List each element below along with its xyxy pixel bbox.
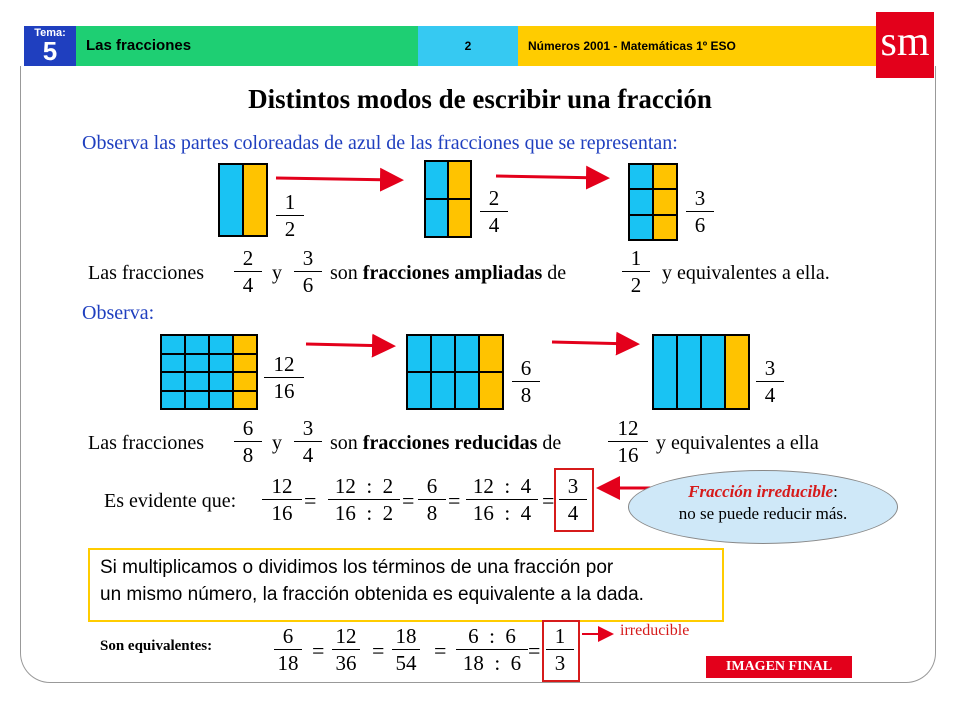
sentence1-start: Las fracciones bbox=[88, 262, 205, 284]
evident-label: Es evidente que: bbox=[104, 490, 237, 512]
irreducible-note-title: Fracción irreducible bbox=[688, 482, 834, 501]
book-title: Números 2001 - Matemáticas 1º ESO bbox=[518, 26, 876, 66]
fraction-model-12-16 bbox=[160, 334, 258, 410]
irreducible-label: irreducible bbox=[620, 622, 690, 639]
equals-sign: = bbox=[304, 488, 317, 513]
equals-sign: = bbox=[434, 638, 447, 663]
sentence2-fraction-c: $\frac{12}{16}$ bbox=[608, 416, 648, 467]
arrow-icon bbox=[496, 176, 604, 178]
fraction-model-6-8 bbox=[406, 334, 504, 410]
equals-sign: = bbox=[372, 638, 385, 663]
page-title: Distintos modos de escribir una fracción bbox=[248, 84, 712, 114]
fraction-model-3-4 bbox=[652, 334, 750, 410]
equivalents-fraction-2: $\frac{12}{36}$ bbox=[332, 624, 360, 675]
intro-text: Observa las partes coloreadas de azul de las fracciones que se representan: bbox=[82, 132, 678, 154]
observa-label: Observa: bbox=[82, 302, 155, 324]
equivalents-fraction-3: $\frac{18}{54}$ bbox=[392, 624, 420, 675]
arrow-icon bbox=[306, 344, 390, 346]
sentence2-end: y equivalentes a ella bbox=[656, 432, 819, 454]
equivalents-fraction-5: $\frac{1}{3}$ bbox=[546, 624, 574, 675]
evident-fraction-2: $\frac{12 : 2}{16 : 2}$ bbox=[328, 474, 400, 525]
sentence2-fraction-b: $\frac{3}{4}$ bbox=[294, 416, 322, 467]
fraction-model-1-2 bbox=[218, 163, 268, 237]
sentence1-end: y equivalentes a ella. bbox=[662, 262, 830, 284]
sentence1-y: y bbox=[272, 262, 282, 284]
evident-fraction-5: $\frac{3}{4}$ bbox=[559, 474, 587, 525]
fraction-model-3-6 bbox=[628, 163, 678, 241]
sentence2-middle: son fracciones reducidas de bbox=[330, 432, 562, 454]
tema-label: Tema: bbox=[34, 27, 66, 39]
arrow-icon bbox=[552, 342, 634, 344]
fraction-12-16: $\frac{12}{16}$ bbox=[264, 352, 304, 403]
fraction-2-4: $\frac{2}{4}$ bbox=[480, 186, 508, 237]
page-number: 2 bbox=[418, 26, 518, 66]
equivalents-fraction-1: $\frac{6}{18}$ bbox=[274, 624, 302, 675]
section-title: Las fracciones bbox=[76, 26, 418, 66]
equals-sign: = bbox=[402, 488, 415, 513]
sentence2-start: Las fracciones bbox=[88, 432, 205, 454]
fraction-6-8: $\frac{6}{8}$ bbox=[512, 356, 540, 407]
sm-logo: sm bbox=[876, 12, 934, 78]
fraction-3-6: $\frac{3}{6}$ bbox=[686, 186, 714, 237]
sentence1-fraction-c: $\frac{1}{2}$ bbox=[622, 246, 650, 297]
evident-fraction-4: $\frac{12 : 4}{16 : 4}$ bbox=[466, 474, 538, 525]
arrow-icon bbox=[276, 178, 398, 180]
final-image-button[interactable]: IMAGEN FINAL bbox=[706, 656, 852, 678]
fraction-3-4: $\frac{3}{4}$ bbox=[756, 356, 784, 407]
sentence2-fraction-a: $\frac{6}{8}$ bbox=[234, 416, 262, 467]
equivalents-label: Son equivalentes: bbox=[100, 638, 213, 654]
sentence1-fraction-a: $\frac{2}{4}$ bbox=[234, 246, 262, 297]
tema-number: 5 bbox=[42, 36, 58, 66]
irreducible-note: Fracción irreducible: no se puede reducir más. bbox=[628, 470, 898, 544]
equals-sign: = bbox=[312, 638, 325, 663]
rule-line-1: Si multiplicamos o dividimos los términos de una fracción por bbox=[100, 557, 614, 578]
equals-sign: = bbox=[448, 488, 461, 513]
sentence2-y: y bbox=[272, 432, 282, 454]
fraction-model-2-4 bbox=[424, 160, 472, 238]
rule-line-2: un mismo número, la fracción obtenida es equivalente a la dada. bbox=[100, 584, 644, 605]
sentence1-middle: son fracciones ampliadas de bbox=[330, 262, 567, 284]
sentence1-fraction-b: $\frac{3}{6}$ bbox=[294, 246, 322, 297]
rule-box bbox=[88, 548, 724, 622]
fraction-1-2: $\frac{1}{2}$ bbox=[276, 190, 304, 241]
equivalents-fraction-4: $\frac{6 : 6}{18 : 6}$ bbox=[456, 624, 528, 675]
equals-sign: = bbox=[542, 488, 555, 513]
irreducible-note-text: no se puede reducir más. bbox=[678, 504, 848, 523]
evident-fraction-1: $\frac{12}{16}$ bbox=[262, 474, 302, 525]
equals-sign: = bbox=[528, 638, 541, 663]
evident-fraction-3: $\frac{6}{8}$ bbox=[418, 474, 446, 525]
